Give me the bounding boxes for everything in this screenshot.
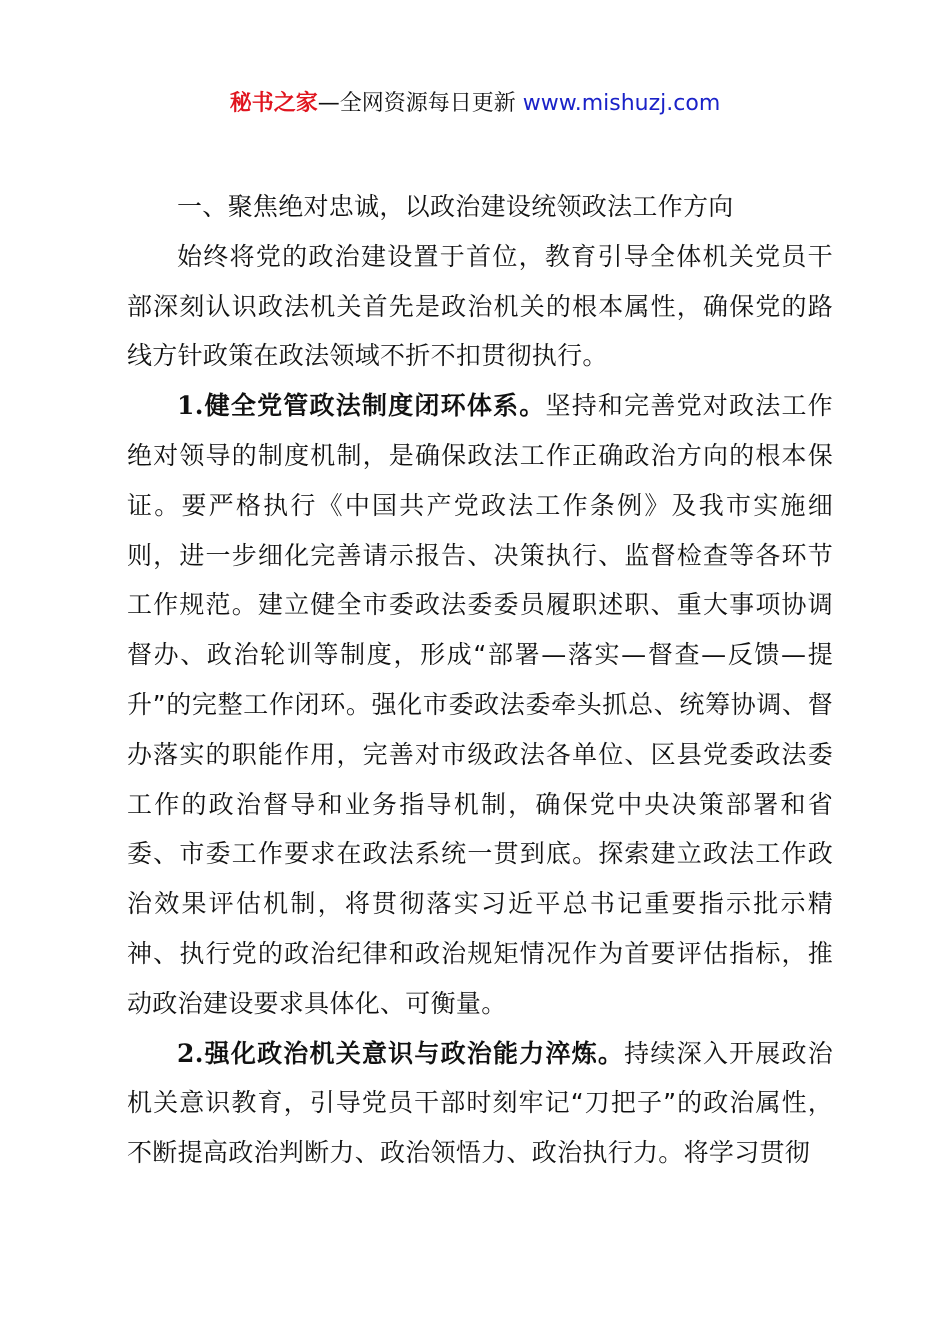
item-lead: 健全党管政法制度闭环体系。 (203, 391, 546, 421)
item-body: 坚持和完善党对政法工作绝对领导的制度机制，是确保政法工作正确政治方向的根本保证。要严格执行《中国共产党政法工作条例》及我市实施细则，进一步细化完善请示报告、决策执行、监督检查等各环节工作规范。建立健全市委政法委委员履职述职、重大事项协调督办、政治轮训等制度，形成“部署—落实—督查—反馈—提升”的完整工作闭环。强化市委政法委牵头抓总、统筹协调、督办落实的职能作用，完善对市级政法各单位、区县党委政法委工作的政治督导和业务指导机制，确保党中央决策部署和省委、市委工作要求在政法系统一贯到底。探索建立政法工作政治效果评估机制，将贯彻落实习近平总书记重要指示批示精神、执行党的政治纪律和政治规矩情况作为首要评估指标，推动政治建设要求具体化、可衡量。 (127, 391, 833, 1018)
item-paragraph-2 (127, 1029, 833, 1178)
item-lead: 强化政治机关意识与政治能力淬炼。 (203, 1038, 625, 1068)
intro-paragraph: 始终将党的政治建设置于首位，教育引导全体机关党员干部深刻认识政法机关首先是政治机关的根本属性，确保党的路线方针政策在政法领域不折不扣贯彻执行。 (127, 241, 833, 371)
item-number: 1. (177, 391, 204, 421)
item-body: 持续深入开展政治机关意识教育，引导党员干部时刻牢记“刀把子”的政治属性，不断提高政治判断力、政治领悟力、政治执行力。将学习贯彻 (127, 1038, 833, 1168)
section-heading: 一、聚焦绝对忠诚，以政治建设统领政法工作方向 (177, 192, 734, 221)
banner-tagline: —全网资源每日更新 (317, 91, 523, 116)
document-body (127, 182, 833, 1178)
site-url-link[interactable]: www.mishuzj.com (522, 91, 721, 116)
brand-name: 秘书之家 (229, 91, 318, 116)
item-number: 2. (177, 1038, 204, 1068)
item-paragraph-1 (127, 381, 833, 1028)
site-banner (0, 86, 950, 122)
